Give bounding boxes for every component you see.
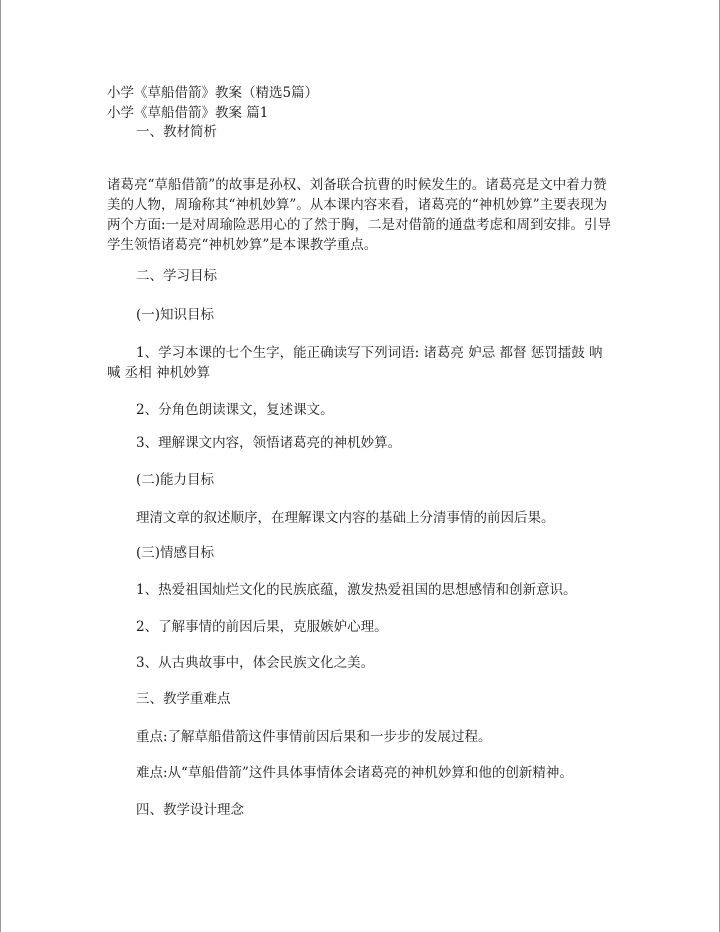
ability-heading: (二)能力目标 [136,472,215,488]
document-subtitle: 小学《草船借箭》教案 篇1 [107,105,269,121]
knowledge-heading: (一)知识目标 [136,307,215,323]
emotion-item-2: 2、了解事情的前因后果，克服嫉妒心理。 [136,619,388,635]
emotion-heading: (三)情感目标 [136,545,215,561]
emotion-item-1: 1、热爱祖国灿烂文化的民族底蕴，激发热爱祖国的思想感情和创新意识。 [136,582,577,598]
ability-text: 理清文章的叙述顺序，在理解课文内容的基础上分清事情的前因后果。 [136,510,555,526]
section3-heading: 三、教学重难点 [136,691,231,707]
knowledge-item-1: 1、学习本课的七个生字，能正确读写下列词语: 诸葛亮 妒忌 都督 惩罚擂鼓 呐喊 丞相 神机妙算 [107,345,603,381]
knowledge-item-2: 2、分角色朗读课文，复述课文。 [136,402,334,418]
emotion-item-3: 3、从古典故事中，体会民族文化之美。 [136,655,375,671]
section4-heading: 四、教学设计理念 [136,802,244,818]
difficult-point: 难点:从“草船借箭”这件具体事情体会诸葛亮的神机妙算和他的创新精神。 [136,765,573,781]
knowledge-item-3: 3、理解课文内容，领悟诸葛亮的神机妙算。 [136,435,402,451]
section1-heading: 一、教材简析 [136,124,217,140]
key-point: 重点:了解草船借箭这件事情前因后果和一步步的发展过程。 [136,729,492,745]
document-title: 小学《草船借箭》教案（精选5篇） [107,85,319,101]
section2-heading: 二、学习目标 [136,268,217,284]
page-left-edge [0,0,1,932]
section1-paragraph: 诸葛亮“草船借箭”的故事是孙权、刘备联合抗曹的时候发生的。诸葛亮是文中着力赞美的人物，周瑜称其“神机妙算”。从本课内容来看，诸葛亮的“神机妙算”主要表现为两个方面:一是对周瑜险恶用心的了然于胸，二是对借箭的通盘考虑和周到安排。引导学生领悟诸葛亮“神机妙算”是本课教学重点。 [107,177,612,253]
